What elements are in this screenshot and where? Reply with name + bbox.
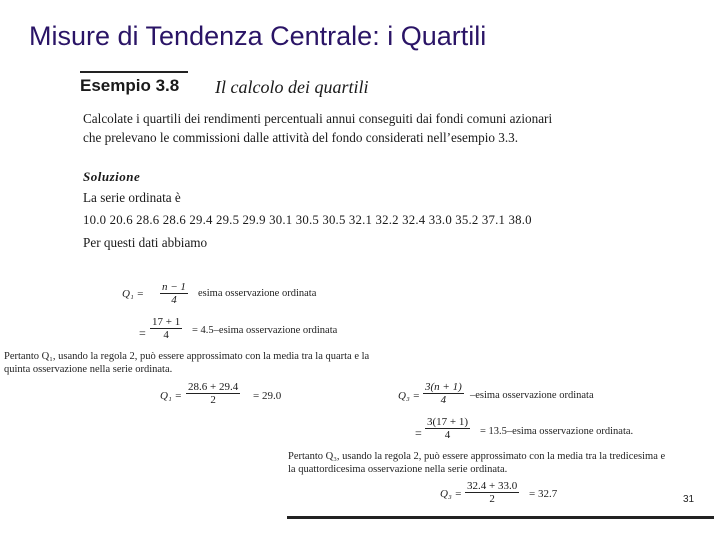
slide-title: Misure di Tendenza Centrale: i Quartili [29,21,487,51]
q1-calc-result: = 29.0 [253,390,282,402]
q1-note-line-1: Pertanto Q₁, usando la regola 2, può essere approssimato con la media tra la quarta e la [4,351,370,362]
q1-note-line-2: quinta osservazione nella serie ordinata. [4,364,173,375]
q1-f2-numerator: 17 + 1 [152,316,181,328]
q1-f1-denominator: 4 [171,294,177,306]
example-label: Esempio 3.8 [80,76,180,95]
q3-calc-numerator: 32.4 + 33.0 [467,480,518,492]
q1-f1-tail: esima osservazione ordinata [198,288,317,299]
q1-calc-lhs: Q₁ = [160,390,182,402]
q3-lhs: Q₃ = [398,390,420,402]
q1-f2-tail: = 4.5–esima osservazione ordinata [192,325,338,336]
q3-fraction-2 [425,416,470,441]
q3-note-line-2: la quattordicesima osservazione nella serie ordinata. [288,464,508,475]
q1-lhs: Q₁ = [122,288,144,300]
q1-eq2: = [139,326,146,340]
q3-fraction-1 [423,381,464,406]
q1-fraction-2 [150,316,182,341]
q3-calc-denominator: 2 [489,493,495,505]
solution-heading: Soluzione [83,169,141,184]
q1-fraction-1 [160,281,188,306]
q3-f2-denominator: 4 [444,429,451,441]
q3-f2-numerator: 3(17 + 1) [427,416,469,428]
example-heading: Il calcolo dei quartili [215,77,369,97]
q3-calc-lhs: Q₃ = [440,488,462,500]
q1-f1-numerator: n − 1 [162,281,186,293]
q3-note-line-1: Pertanto Q₃, usando la regola 2, può essere approssimato con la media tra la tredicesima e [288,451,666,462]
q3-calc-fraction [465,480,519,505]
ordered-series: 10.0 20.6 28.6 28.6 29.4 29.5 29.9 30.1 30.5 30.5 32.1 32.2 32.4 33.0 35.2 37.1 38.0 [83,213,532,227]
q1-calc-denominator: 2 [210,394,216,406]
example-header [80,76,179,96]
q3-f1-numerator: 3(n + 1) [425,381,462,393]
q1-f2-denominator: 4 [163,329,169,341]
q3-f2-tail: = 13.5–esima osservazione ordinata. [480,426,634,437]
q3-f1-denominator: 4 [440,394,447,406]
q1-calc-numerator: 28.6 + 29.4 [188,381,239,393]
example-top-rule [80,71,188,73]
solution-after: Per questi dati abbiamo [83,235,208,250]
example-prompt-line-2: che prelevano le commissioni dalle attività del fondo considerati nell’esempio 3.3. [83,130,519,145]
q1-calc-fraction [186,381,240,406]
q3-calc-result: = 32.7 [529,488,558,500]
q3-f1-tail: –esima osservazione ordinata [470,390,594,401]
page-number: 31 [683,494,695,505]
q3-eq2: = [415,426,422,440]
solution-intro: La serie ordinata è [83,190,181,205]
bottom-rule [287,516,714,519]
example-prompt-line-1: Calcolate i quartili dei rendimenti percentuali annui conseguiti dai fondi comuni azionari [83,111,553,126]
